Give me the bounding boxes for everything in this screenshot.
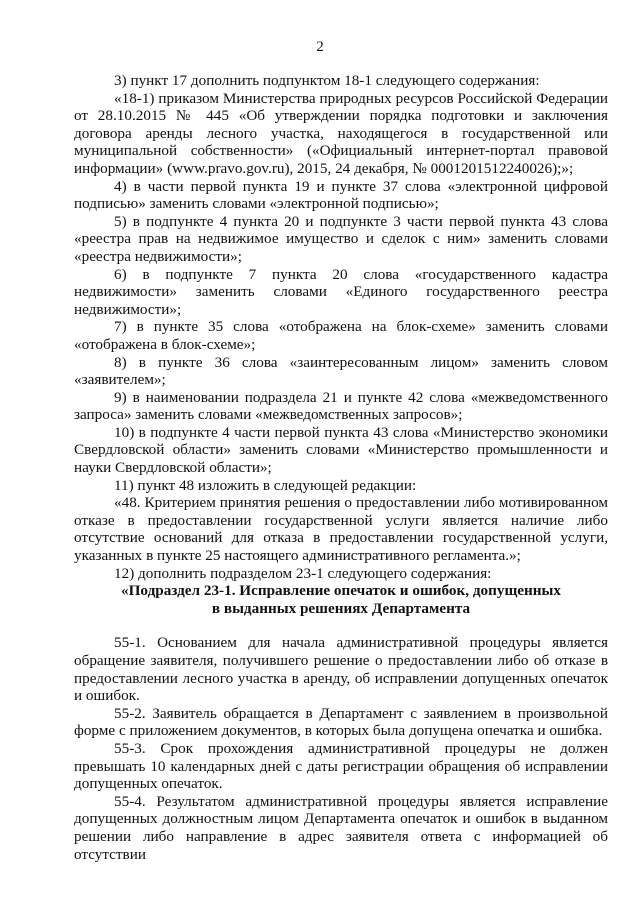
paragraph-item-11: 11) пункт 48 изложить в следующей редакции: <box>114 476 417 494</box>
section-heading-line-1: «Подраздел 23-1. Исправление опечаток и ошибок, допущенных <box>121 582 561 600</box>
heading-spacer <box>74 617 608 634</box>
paragraph-item-10: 10) в подпункте 4 части первой пункта 43 слова «Министерство экономики Свердловской области» заменить словами «Министерство промышленности и науки Свердловской области»; <box>74 423 608 477</box>
document-body <box>74 72 608 863</box>
paragraph-55-2: 55-2. Заявитель обращается в Департамент с заявлением в произвольной форме с приложением документов, в которых была допущена опечатка и ошибка. <box>74 704 608 740</box>
section-heading-line-2: в выданных решениях Департамента <box>211 599 471 617</box>
paragraph-item-48: «48. Критерием принятия решения о предоставлении либо мотивированном отказе в предоставлении государственной услуги является наличие либо отсутствие оснований для отказа в предоставлении государственной услуги, указанных в пункте 25 настоящего административного регламента.»; <box>74 494 608 565</box>
paragraph-item-9: 9) в наименовании подраздела 21 и пункте 42 слова «межведомственного запроса» заменить словами «межведомственных запросов»; <box>74 388 608 424</box>
paragraph-55-1: 55-1. Основанием для начала административной процедуры является обращение заявителя, получившего решение о предоставлении либо об отказе в предоставлении лесного участка в аренду, об исправлении допущенных опечаток и ошибок. <box>74 634 608 705</box>
paragraph-item-3: 3) пункт 17 дополнить подпунктом 18-1 следующего содержания: <box>114 72 540 89</box>
paragraph-item-7: 7) в пункте 35 слова «отображена на блок-схеме» заменить словами «отображена в блок-схеме»; <box>74 318 608 353</box>
paragraph-item-8: 8) в пункте 36 слова «заинтересованным лицом» заменить словом «заявителем»; <box>74 353 608 389</box>
paragraph-55-4: 55-4. Результатом административной процедуры является исправление допущенных должностным лицом Департамента опечаток и ошибок в выданном решении либо направление в адрес заявителя ответа с информацией об отсутствии <box>74 792 608 863</box>
paragraph-item-18-1: «18-1) приказом Министерства природных ресурсов Российской Федерации от 28.10.2015 № 445 «Об утверждении порядка подготовки и заключения договора аренды лесного участка, находящегося в государственной или муниципальной собственности» («Официальный интернет-портал правовой информации» (www.pravo.gov.ru), 2015, 24 декабря, № 0001201512240026);»; <box>74 89 608 177</box>
paragraph-item-12: 12) дополнить подразделом 23-1 следующего содержания: <box>114 564 492 582</box>
paragraph-item-5: 5) в подпункте 4 пункта 20 и подпункте 3 части первой пункта 43 слова «реестра прав на недвижимое имущество и сделок с ним» заменить словами «реестра недвижимости»; <box>74 212 608 265</box>
page-number: 2 <box>316 39 324 55</box>
paragraph-item-6: 6) в подпункте 7 пункта 20 слова «государственного кадастра недвижимости» заменить словами «Единого государственного реестра недвижимости»; <box>74 265 608 318</box>
paragraph-item-4: 4) в части первой пункта 19 и пункте 37 слова «электронной цифровой подписью» заменить словами «электронной подписью»; <box>74 177 608 213</box>
paragraph-55-3: 55-3. Срок прохождения административной процедуры не должен превышать 10 календарных дней с даты регистрации обращения об исправлении допущенных опечаток. <box>74 739 608 793</box>
